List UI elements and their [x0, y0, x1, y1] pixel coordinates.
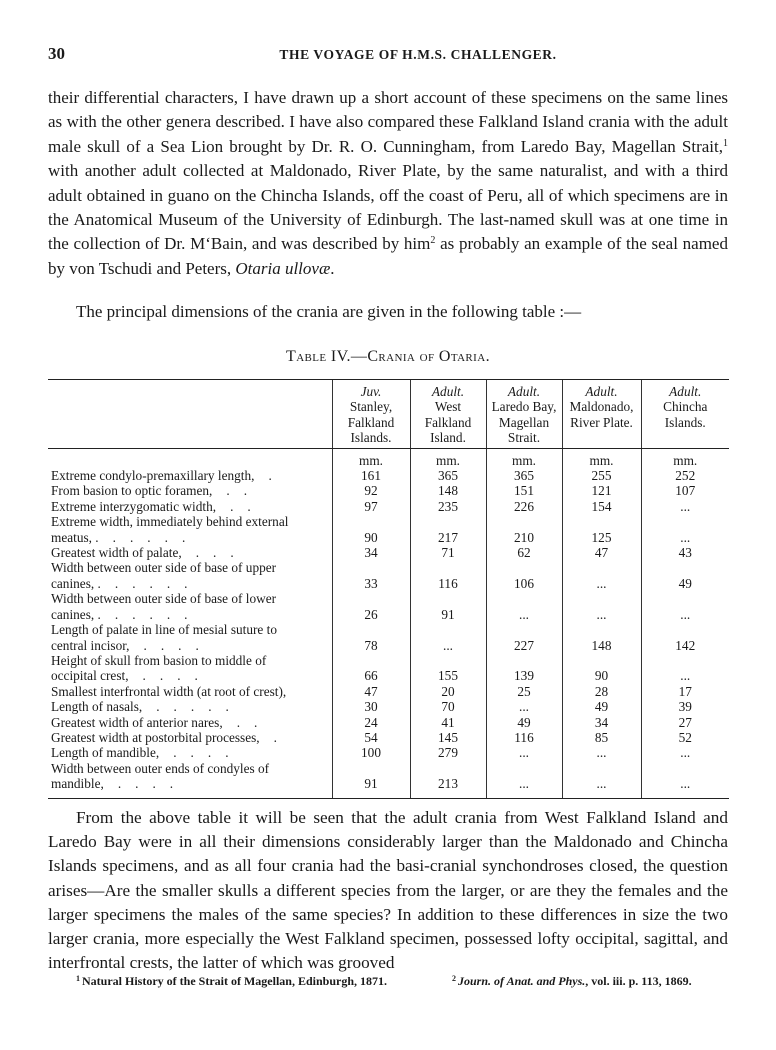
row-label [48, 653, 332, 684]
row-label-leader: . [164, 529, 168, 545]
table-row [48, 591, 729, 622]
row-label-leader: . [208, 699, 212, 715]
row-label [48, 591, 332, 622]
table-header-row [48, 380, 729, 449]
row-label [48, 730, 332, 745]
row-label-leader: . [254, 714, 258, 730]
table-row [48, 730, 729, 745]
cell-value: 91 [410, 591, 486, 622]
row-label-leader: occipital crest, [51, 668, 129, 684]
column-1-line-3: Islands. [350, 430, 392, 446]
row-label-leader: . [143, 637, 147, 653]
cell-value: 151 [486, 483, 562, 498]
cell-value: 142 [641, 622, 729, 653]
cell-value: 70 [410, 699, 486, 714]
row-label [48, 745, 332, 760]
cell-value: ... [486, 699, 562, 714]
cell-value: 161 [332, 468, 410, 483]
row-label-text: Extreme interzygomatic width, [51, 498, 217, 514]
cell-value: ... [641, 499, 729, 514]
cell-value: ... [641, 591, 729, 622]
running-head [48, 44, 728, 68]
row-label-leader: . [207, 745, 212, 761]
row-label-leader: . [129, 529, 134, 545]
row-label-leader: . [190, 745, 194, 761]
row-label-leader: . [268, 468, 272, 484]
row-label-leader: . [230, 498, 234, 514]
table-row [48, 545, 729, 560]
cell-value: 92 [332, 483, 410, 498]
unit-cell: mm. [486, 448, 562, 468]
row-label-text: Width between outer side of base of lower [51, 591, 277, 607]
table-row [48, 560, 729, 591]
row-label-leader: . [230, 545, 234, 561]
footnote-2 [452, 974, 692, 989]
cell-value: 49 [641, 560, 729, 591]
paragraph-1-end: . [330, 258, 335, 278]
row-label-leader: canines, . [51, 606, 101, 622]
cell-value: 47 [332, 684, 410, 699]
cell-value: 217 [410, 514, 486, 545]
cell-value: ... [486, 591, 562, 622]
column-header-4 [562, 380, 641, 449]
paragraph-1 [48, 86, 728, 281]
table-caption-text: Table IV.—Crania of Otaria. [286, 348, 490, 365]
cell-value: 100 [332, 745, 410, 760]
footnote-2-rest: , vol. iii. p. 113, 1869. [585, 974, 692, 988]
cell-value: 20 [410, 684, 486, 699]
row-label [48, 684, 332, 699]
cell-value: ... [562, 761, 641, 798]
unit-cell: mm. [410, 448, 486, 468]
cell-value: 41 [410, 715, 486, 730]
cell-value: 28 [562, 684, 641, 699]
cell-value: 116 [410, 560, 486, 591]
row-label-leader: . [173, 699, 177, 715]
row-label-leader: . [247, 498, 251, 514]
table-row [48, 745, 729, 760]
crania-dimensions-table [48, 379, 729, 799]
cell-value: 30 [332, 699, 410, 714]
cell-value: 365 [410, 468, 486, 483]
row-label-leader: . [135, 776, 139, 792]
column-1-title: Juv. [360, 384, 382, 399]
row-label-leader: . [149, 606, 153, 622]
cell-value: 148 [562, 622, 641, 653]
row-label-text: Greatest width of palate, [51, 545, 182, 561]
column-5-line-1: Chincha [663, 399, 708, 415]
table-row [48, 514, 729, 545]
row-label-leader: . [169, 776, 174, 792]
row-label-text: From basion to optic foramen, [51, 483, 213, 499]
column-2-title: Adult. [431, 384, 465, 399]
column-5-line-2: Islands. [664, 414, 706, 430]
row-label-leader: . [236, 714, 241, 730]
row-label-leader: . [152, 776, 156, 792]
column-3-title: Adult. [507, 384, 541, 399]
row-label-text: Extreme width, immediately behind external [51, 514, 289, 530]
column-header-5 [641, 380, 729, 449]
row-label-leader: . [243, 483, 248, 499]
row-label [48, 483, 332, 498]
row-label-leader: . [114, 575, 119, 591]
table-row [48, 761, 729, 798]
row-label-leader: central incisor, [51, 637, 130, 653]
unit-cell: mm. [562, 448, 641, 468]
cell-value: 27 [641, 715, 729, 730]
row-label-text: Extreme condylo-premaxillary length, [51, 468, 255, 484]
column-3-line-3: Strait. [507, 430, 541, 446]
column-header-1 [332, 380, 410, 449]
cell-value: 227 [486, 622, 562, 653]
column-1-line-2: Falkland [347, 414, 395, 430]
cell-value: ... [562, 560, 641, 591]
cell-value: ... [486, 745, 562, 760]
cell-value: 148 [410, 483, 486, 498]
cell-value: ... [641, 745, 729, 760]
row-label-leader: . [147, 529, 151, 545]
cell-value: 210 [486, 514, 562, 545]
row-label-leader: . [112, 529, 116, 545]
table-row [48, 715, 729, 730]
cell-value: 279 [410, 745, 486, 760]
column-4-title: Adult. [585, 384, 618, 399]
row-label-leader: . [166, 575, 171, 591]
row-label-leader: . [184, 575, 188, 591]
cell-value: 34 [332, 545, 410, 560]
cell-value: ... [562, 745, 641, 760]
row-label-leader: . [156, 699, 160, 715]
column-2-line-2: Falkland [424, 414, 472, 430]
cell-value: 91 [332, 761, 410, 798]
row-label-text: Height of skull from basion to middle of [51, 652, 267, 668]
cell-value: 49 [486, 715, 562, 730]
table-row [48, 699, 729, 714]
row-label-leader: . [190, 699, 195, 715]
unit-cell: mm. [332, 448, 410, 468]
cell-value: 154 [562, 499, 641, 514]
cell-value: 25 [486, 684, 562, 699]
column-1-line-1: Stanley, [349, 399, 393, 415]
footnote-1 [76, 974, 387, 989]
row-label-text: Width between outer ends of condyles of [51, 760, 270, 776]
cell-value: ... [410, 622, 486, 653]
row-label-leader: meatus, . [51, 529, 99, 545]
row-label-text: Greatest width at postorbital processes, [51, 729, 260, 745]
units-row-label [48, 448, 332, 468]
row-label [48, 545, 332, 560]
row-label-leader: . [226, 483, 230, 499]
page-number: 30 [48, 44, 65, 63]
column-3-line-1: Laredo Bay, [491, 399, 557, 415]
paragraph-1-text-c: as probably an example of the seal named by von Tschudi and Peters, [48, 234, 728, 278]
cell-value: 139 [486, 653, 562, 684]
table-row [48, 499, 729, 514]
column-2-line-1: West [434, 399, 462, 415]
cell-value: 125 [562, 514, 641, 545]
column-header-3 [486, 380, 562, 449]
cell-value: 71 [410, 545, 486, 560]
row-label-leader: . [225, 745, 229, 761]
unit-cell: mm. [641, 448, 729, 468]
footnote-ref-1: 1 [723, 137, 728, 149]
table-body [48, 448, 729, 798]
row-label-leader: . [213, 545, 217, 561]
cell-value: ... [641, 514, 729, 545]
row-label-leader: . [166, 606, 171, 622]
cell-value: 121 [562, 483, 641, 498]
row-label-leader: . [114, 606, 119, 622]
footnote-2-journal: Journ. of Anat. and Phys. [458, 974, 586, 988]
row-label-text: Greatest width of anterior nares, [51, 714, 223, 730]
row-label [48, 699, 332, 714]
row-label-leader: . [225, 699, 229, 715]
column-header-2 [410, 380, 486, 449]
cell-value: 85 [562, 730, 641, 745]
column-2-line-3: Island. [430, 430, 466, 446]
cell-value: 226 [486, 499, 562, 514]
row-label-text: Smallest interfrontal width (at root of crest), [51, 683, 287, 699]
cell-value: 116 [486, 730, 562, 745]
row-label-text: Length of mandible, [51, 745, 160, 761]
table-caption [48, 348, 728, 366]
cell-value: 255 [562, 468, 641, 483]
row-label-leader: . [132, 575, 136, 591]
cell-value: ... [641, 761, 729, 798]
paragraph-1-text-a: their differential characters, I have drawn up a short account of these specimens on the same lines as with the other genera described. I have also compared these Falkland Island crania with the adult male skull of a Sea Lion brought by Dr. R. O. Cunningham, from Laredo Bay, Magellan Strait, [48, 88, 728, 156]
cell-value: 90 [562, 653, 641, 684]
cell-value: 17 [641, 684, 729, 699]
row-label-leader: . [177, 668, 181, 684]
cell-value: 47 [562, 545, 641, 560]
row-label-leader: . [178, 637, 182, 653]
row-label [48, 560, 332, 591]
cell-value: 39 [641, 699, 729, 714]
species-name: Otaria ullovæ [235, 258, 331, 278]
row-label-leader: . [159, 668, 164, 684]
cell-value: 34 [562, 715, 641, 730]
cell-value: 90 [332, 514, 410, 545]
paragraph-2: The principal dimensions of the crania are given in the following table :— [76, 302, 582, 321]
row-label-leader: . [132, 606, 136, 622]
row-label-leader: . [194, 668, 198, 684]
row-label-text: Length of nasals, [51, 699, 143, 715]
row-label-leader: . [142, 668, 146, 684]
footnote-1-mark: 1 [76, 974, 80, 983]
table-row [48, 468, 729, 483]
row-label-text: Width between outer side of base of upper [51, 560, 277, 576]
row-label [48, 468, 332, 483]
cell-value: 365 [486, 468, 562, 483]
cell-value: 106 [486, 560, 562, 591]
cell-value: 107 [641, 483, 729, 498]
cell-value: 155 [410, 653, 486, 684]
cell-value: ... [641, 653, 729, 684]
header-blank-cell [48, 380, 332, 449]
cell-value: 54 [332, 730, 410, 745]
cell-value: 252 [641, 468, 729, 483]
row-label [48, 514, 332, 545]
paragraph-1-text-b: with another adult collected at Maldonado, River Plate, by the same naturalist, and with a third adult obtained in guano on the Chincha Islands, off the coast of Peru, all of which specimens are in the Anatomical Museum of the University of Edinburgh. The last-named skull was at one time in the collection of Dr. M‘Bain, and was described by him [48, 161, 728, 254]
row-label-leader: . [273, 729, 277, 745]
row-label-leader: . [160, 637, 165, 653]
column-5-title: Adult. [669, 384, 702, 399]
cell-value: 26 [332, 591, 410, 622]
cell-value: 62 [486, 545, 562, 560]
table-row [48, 483, 729, 498]
footnote-2-mark: 2 [452, 974, 456, 983]
paragraph-3: From the above table it will be seen that the adult crania from West Falkland Island and Laredo Bay were in all their dimensions considerably larger than the Maldonado and Chincha Islands specimens, and as all four crania had the basi-cranial synchondroses closed, the question arises—Are the smaller skulls a different species from the larger, or are they the females and the larger specimens the males of the same species? In addition to these differences in size the two larger crania, more especially the West Falkland specimen, possessed lofty occipital, sagittal, and interfrontal crests, the latter of which was grooved [48, 808, 728, 973]
row-label [48, 761, 332, 798]
row-label-leader: . [181, 529, 186, 545]
cell-value: 213 [410, 761, 486, 798]
column-3-line-2: Magellan [498, 414, 550, 430]
row-label-leader: mandible, [51, 776, 104, 792]
row-label-leader: canines, . [51, 575, 101, 591]
row-label-text: Length of palate in line of mesial suture to [51, 622, 277, 638]
footnote-1-text: Natural History of the Strait of Magellan, Edinburgh, 1871. [82, 974, 387, 988]
row-label [48, 499, 332, 514]
row-label-leader: . [117, 776, 122, 792]
cell-value: 24 [332, 715, 410, 730]
row-label-leader: . [195, 545, 200, 561]
column-4-line-2: River Plate. [570, 414, 633, 430]
cell-value: 33 [332, 560, 410, 591]
cell-value: 52 [641, 730, 729, 745]
cell-value: ... [562, 591, 641, 622]
table-row [48, 622, 729, 653]
cell-value: 43 [641, 545, 729, 560]
column-4-line-1: Maldonado, [569, 399, 634, 415]
row-label-leader: . [173, 745, 177, 761]
row-label-leader: . [149, 575, 153, 591]
row-label-leader: . [184, 606, 188, 622]
row-label [48, 715, 332, 730]
cell-value: 145 [410, 730, 486, 745]
cell-value: 78 [332, 622, 410, 653]
cell-value: 66 [332, 653, 410, 684]
row-label [48, 622, 332, 653]
footnote-ref-2: 2 [430, 235, 436, 247]
table-row [48, 684, 729, 699]
cell-value: 235 [410, 499, 486, 514]
running-title: THE VOYAGE OF H.M.S. CHALLENGER. [279, 47, 557, 62]
table-row [48, 653, 729, 684]
row-label-leader: . [195, 637, 199, 653]
cell-value: ... [486, 761, 562, 798]
units-row [48, 448, 729, 468]
cell-value: 49 [562, 699, 641, 714]
cell-value: 97 [332, 499, 410, 514]
